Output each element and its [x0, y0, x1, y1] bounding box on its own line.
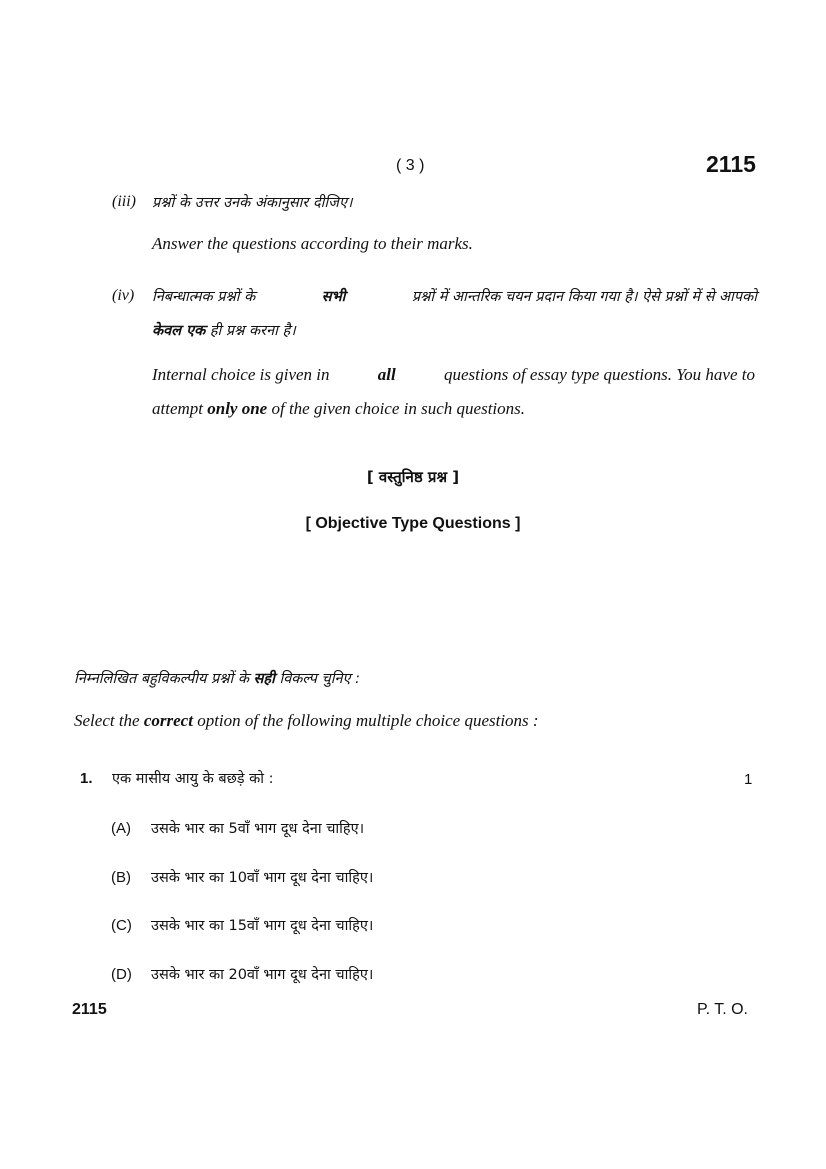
instruction-iv-hindi-line1 — [152, 286, 757, 306]
question-text: एक मासीय आयु के बछड़े को : — [112, 771, 274, 787]
option-a-label: (A) — [111, 820, 131, 837]
instruction-iv-english-emphasis-all: all — [377, 365, 396, 384]
option-b-text: उसके भार का 10वाँ भाग दूध देना चाहिए। — [151, 870, 374, 886]
question-number: 1. — [80, 770, 93, 787]
instruction-marker-iv: (iv) — [112, 287, 135, 304]
instruction-iv-hindi-line2-rest: ही प्रश्न करना है। — [209, 323, 296, 339]
option-a-text: उसके भार का 5वाँ भाग दूध देना चाहिए। — [151, 821, 365, 837]
section-title-hindi: [ वस्तुनिष्ठ प्रश्न ] — [366, 468, 460, 486]
instruction-marker-iii: (iii) — [112, 193, 136, 210]
instruction-iii-english: Answer the questions according to their marks. — [152, 234, 473, 253]
directions-english-part-a: Select the — [74, 711, 140, 730]
instruction-iv-hindi-line2 — [152, 320, 296, 340]
instruction-iv-english-line2-b: of the given choice in such questions. — [271, 399, 526, 418]
option-c-label: (C) — [111, 917, 132, 934]
directions-hindi-part-b: विकल्प चुनिए : — [279, 671, 361, 687]
option-c-text: उसके भार का 15वाँ भाग दूध देना चाहिए। — [151, 918, 374, 934]
instruction-iv-hindi-part-b: प्रश्नों में आन्तरिक चयन प्रदान किया गया है। ऐसे प्रश्नों में से आपको — [411, 289, 757, 305]
page-number: ( 3 ) — [396, 157, 425, 174]
instruction-iv-english-part-a: Internal choice is given in — [152, 365, 330, 384]
paper-code-footer: 2115 — [72, 1001, 107, 1018]
instruction-iii-hindi: प्रश्नों के उत्तर उनके अंकानुसार दीजिए। — [152, 195, 353, 211]
directions-english-emphasis: correct — [143, 711, 193, 730]
section-title-english: [ Objective Type Questions ] — [305, 515, 521, 532]
instruction-iv-english-part-b: questions of essay type questions. You have to — [443, 365, 755, 384]
please-turn-over: P. T. O. — [697, 1001, 748, 1018]
instruction-iv-hindi-emphasis-only-one: केवल एक — [152, 323, 206, 339]
instruction-iv-hindi-emphasis-all: सभी — [321, 289, 346, 305]
directions-hindi — [74, 668, 360, 688]
option-d-label: (D) — [111, 966, 132, 983]
question-marks: 1 — [744, 771, 753, 788]
instruction-iv-hindi-part-a: निबन्धात्मक प्रश्नों के — [152, 289, 256, 305]
instruction-iv-english-line2 — [152, 399, 525, 419]
directions-english-part-b: option of the following multiple choice questions : — [197, 711, 539, 730]
directions-hindi-emphasis: सही — [253, 671, 275, 687]
option-d-text: उसके भार का 20वाँ भाग दूध देना चाहिए। — [151, 967, 374, 983]
instruction-iv-english-line2-a: attempt — [152, 399, 203, 418]
instruction-iv-english-line1 — [152, 365, 755, 385]
instruction-iv-english-emphasis-only-one: only one — [207, 399, 268, 418]
directions-hindi-part-a: निम्नलिखित बहुविकल्पीय प्रश्नों के — [74, 671, 249, 687]
option-b-label: (B) — [111, 869, 131, 886]
paper-code-header: 2115 — [706, 151, 756, 177]
directions-english — [74, 711, 539, 731]
